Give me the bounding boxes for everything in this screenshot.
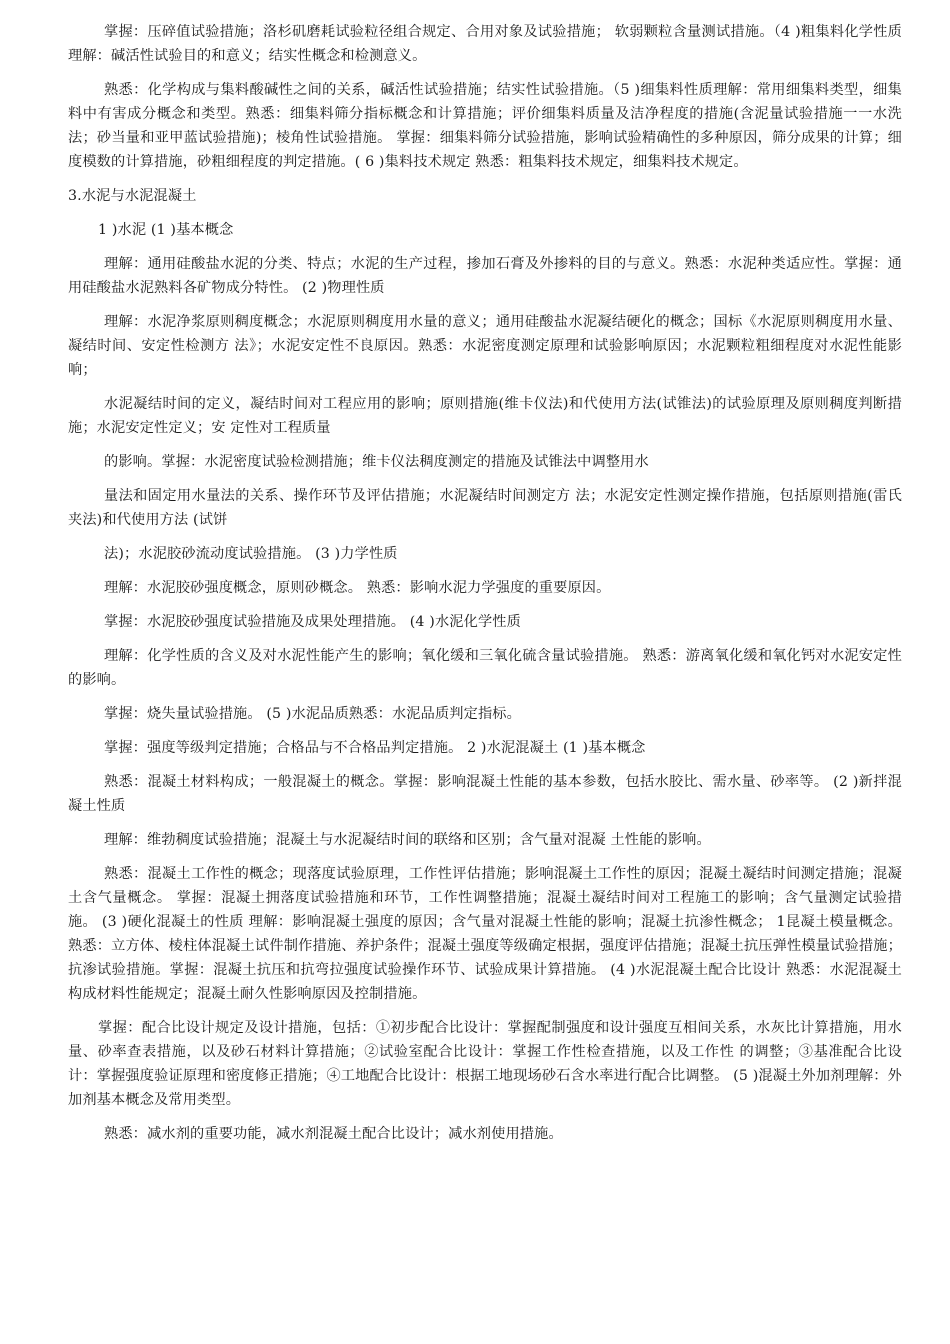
paragraph-water-reducer: 熟悉：减水剂的重要功能，减水剂混凝土配合比设计；减水剂使用措施。 [104,1126,563,1142]
paragraph-water-method: 量法和固定用水量法的关系、操作环节及评估措施；水泥凝结时间测定方 法；水泥安定性测定操作措施，包括原则措施(雷氏夹法)和代使用方法 (试饼 [68,488,902,528]
paragraph-workability: 熟悉：混凝土工作性的概念；现落度试验原理，工作性评估措施；影响混凝土工作性的原因；混凝土凝结时间测定措施；混凝土含气量概念。 掌握：混凝土拥落度试验措施和环节，工作性调整措施；混凝土凝结时间对工程施工的影响；含气量测定试验措施。 (3 )硬化混凝土的性质 理解：影响混凝土强度的原因；含气量对混凝土性能的影响；混凝土抗渗性概念； 1昆凝土模量概念。熟悉：立方体、棱柱体混凝土试件制作措施、养护条件；混凝土强度等级确定根据，强度评估措施；混凝土抗压弹性模量试验措施；抗渗试验措施。掌握：混凝土抗压和抗弯拉强度试验操作环节、试验成果计算措施。 (4 )水泥混凝土配合比设计 熟悉：水泥混凝土构成材料性能规定；混凝土耐久性影响原因及控制措施。 [68,866,902,1002]
section-heading-cement-concrete: 3.水泥与水泥混凝土 [68,188,197,204]
paragraph-influence-mastery: 的影响。掌握：水泥密度试验检测措施；维卡仪法稠度测定的措施及试锥法中调整用水 [104,454,649,470]
paragraph-cement-basic: 理解：通用硅酸盐水泥的分类、特点；水泥的生产过程，掺加石膏及外掺料的目的与意义。熟悉：水泥种类适应性。掌握：通用硅酸盐水泥熟料各矿物成分特性。 (2 )物理性质 [68,256,902,296]
paragraph-chemical-properties: 理解：化学性质的含义及对水泥性能产生的影响；氧化缓和三氧化硫含量试验措施。 熟悉：游离氧化缓和氧化钙对水泥安定性的影响。 [68,648,902,688]
paragraph-mix-design: 掌握：配合比设计规定及设计措施，包括：①初步配合比设计：掌握配制强度和设计强度互相间关系，水灰比计算措施，用水量、砂率查表措施，以及砂石材料计算措施；②试验室配合比设计：掌握工作性检查措施，以及工作性 的调整；③基准配合比设计：掌握强度验证原理和密度修正措施；④工地配合比设计：根据工地现场砂石含水率进行配合比调整。 (5 )混凝土外加剂理解：外加剂基本概念及常用类型。 [68,1020,902,1108]
paragraph-loss-on-ignition: 掌握：烧失量试验措施。 (5 )水泥品质熟悉：水泥品质判定指标。 [104,706,521,722]
subsection-heading-cement-basic: 1 )水泥 (1 )基本概念 [98,222,234,238]
paragraph-mortar-strength: 理解：水泥胶砂强度概念，原则砂概念。 熟悉：影响水泥力学强度的重要原因。 [104,580,611,596]
paragraph-fine-aggregate: 熟悉：化学构成与集料酸碱性之间的关系，碱活性试验措施；结实性试验措施。（5 )细集料性质理解：常用细集料类型，细集料中有害成分概念和类型。熟悉：细集料筛分指标概念和计算措施；评价细集料质量及洁净程度的措施(含泥量试验措施一一水洗法；砂当量和亚甲蓝试验措施)；棱角性试验措施。 掌握：细集料筛分试验措施，影响试验精确性的多种原因，筛分成果的计算；细度模数的计算措施，砂粗细程度的判定措施。( 6 )集料技术规定 熟悉：粗集料技术规定，细集料技术规定。 [68,82,902,170]
paragraph-setting-time: 水泥凝结时间的定义，凝结时间对工程应用的影响；原则措施(维卡仪法)和代使用方法(试锥法)的试验原理及原则稠度判断措施；水泥安定性定义；安 定性对工程质量 [68,396,902,436]
paragraph-mortar-flow: 法)；水泥胶砂流动度试验措施。 (3 )力学性质 [104,546,398,562]
paragraph-vebe-test: 理解：维勃稠度试验措施；混凝土与水泥凝结时间的联络和区别；含气量对混凝 土性能的影响。 [104,832,711,848]
paragraph-concrete-materials: 熟悉：混凝土材料构成；一般混凝土的概念。掌握：影响混凝土性能的基本参数，包括水胶比、需水量、砂率等。 (2 )新拌混凝土性质 [68,774,902,814]
paragraph-strength-grade: 掌握：强度等级判定措施；合格品与不合格品判定措施。 2 )水泥混凝土 (1 )基本概念 [104,740,646,756]
paragraph-strength-test: 掌握：水泥胶砂强度试验措施及成果处理措施。 (4 )水泥化学性质 [104,614,521,630]
paragraph-coarse-aggregate-mastery: 掌握：压碎值试验措施；洛杉矶磨耗试验粒径组合规定、合用对象及试验措施； 软弱颗粒含量测试措施。（4 )粗集料化学性质 理解：碱活性试验目的和意义；结实性概念和检测意义。 [68,24,902,64]
paragraph-cement-physical: 理解：水泥净浆原则稠度概念；水泥原则稠度用水量的意义；通用硅酸盐水泥凝结硬化的概念；国标《水泥原则稠度用水量、凝结时间、安定性检测方 法》；水泥安定性不良原因。熟悉：水泥密度测定原理和试验影响原因；水泥颗粒粗细程度对水泥性能影响； [68,314,902,378]
